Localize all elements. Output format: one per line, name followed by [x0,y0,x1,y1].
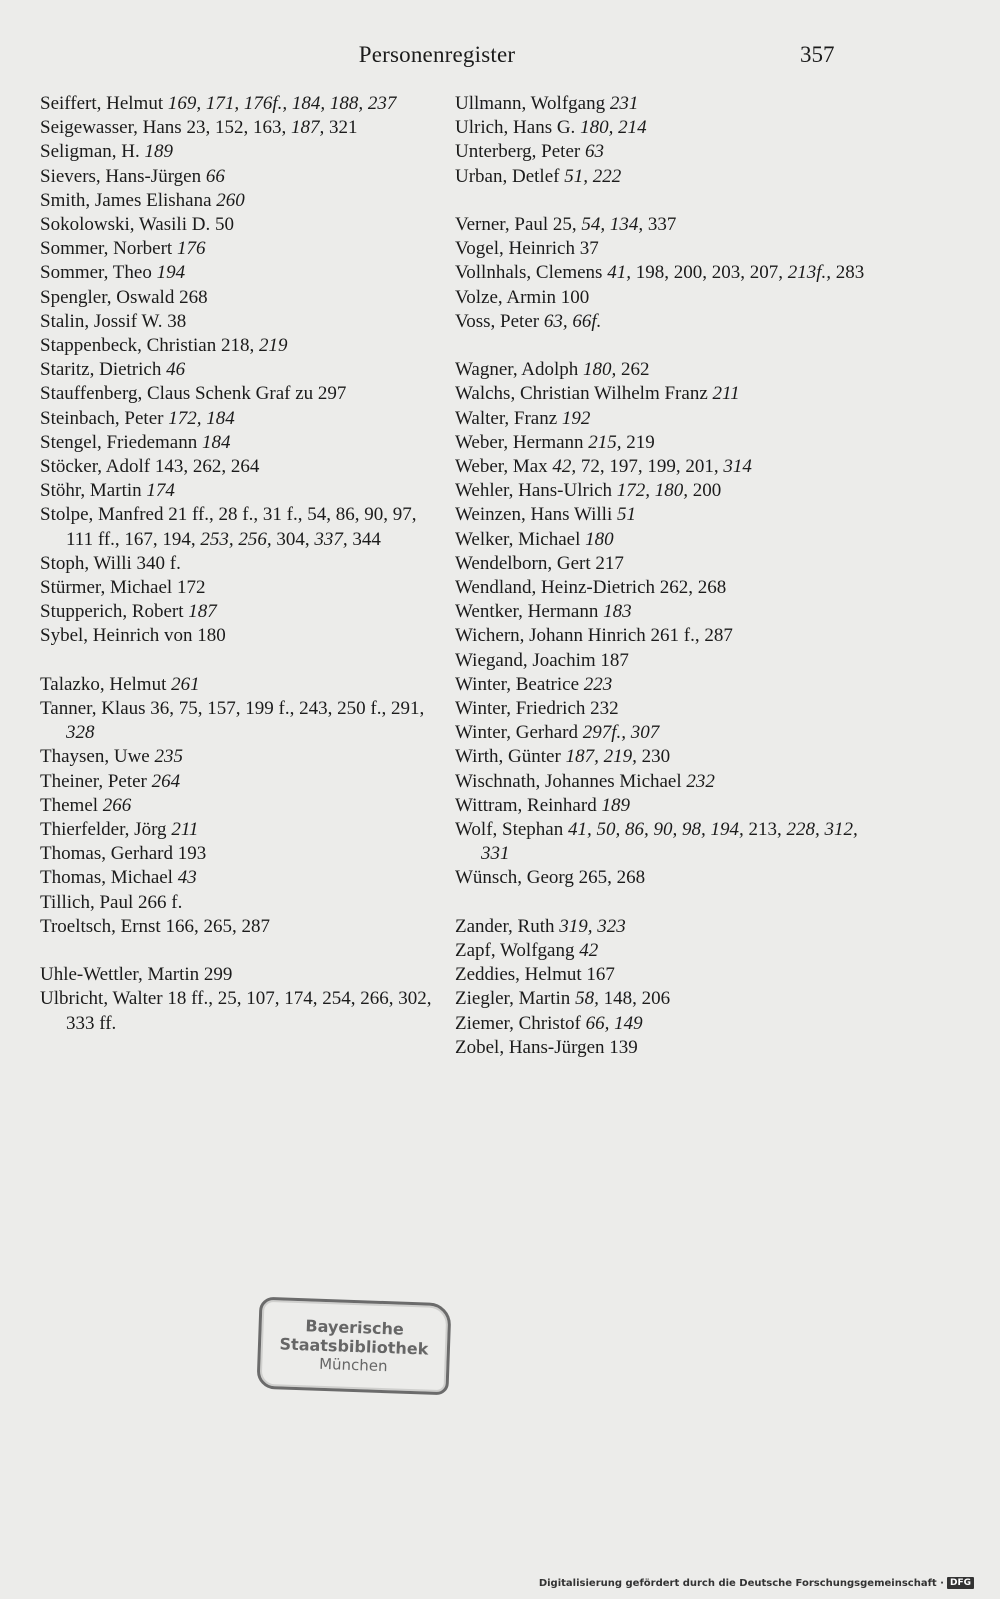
index-entry-pages: 187, 219, [565,746,637,768]
stamp-line-2: Staatsbibliothek [279,1333,429,1359]
index-entry-pages: 189 [601,794,630,816]
index-entry-pages: 264 [151,770,181,792]
index-entry-name: Urban, Detlef [455,165,565,187]
index-entry-pages: 265, 268 [578,867,646,889]
index-entry-name: Stöcker, Adolf [40,456,155,478]
letter-section-gap [40,649,440,673]
index-entry [455,794,875,818]
letter-section-gap [40,939,440,963]
index-entry [455,479,875,503]
letter-section-gap [455,891,875,915]
index-entry [455,310,875,334]
index-entry-pages: 194 [156,262,186,284]
index-entry-pages: 187, [290,117,325,139]
index-entry-pages: 51, 222 [564,165,622,187]
index-entry [40,334,440,358]
index-entry-name: Wittram, Reinhard [455,794,602,816]
index-entry [40,310,440,334]
index-entry-name: Winter, Gerhard [455,722,583,744]
index-entry-pages: 228, 312, 331 [481,819,858,865]
index-entry-name: Stürmer, Michael [40,577,177,599]
index-entry [40,431,440,455]
index-entry [455,237,875,261]
index-entry [40,745,440,769]
index-entry-name: Seiffert, Helmut [40,93,168,114]
index-entry-name: Weinzen, Hans Willi [455,504,617,526]
index-entry-name: Seligman, H. [40,141,145,163]
index-entry [455,673,875,697]
index-entry-name: Sommer, Norbert [40,238,177,260]
index-entry-pages: 166, 265, 287 [165,915,270,937]
index-entry-name: Theiner, Peter [40,770,152,792]
index-entry-name: Wichern, Johann Hinrich [455,625,651,647]
index-entry-pages: 337, [314,528,348,550]
index-entry [455,140,875,164]
index-entry-name: Wagner, Adolph [455,359,584,381]
index-entry-pages: 148, 206 [598,988,671,1010]
index-entry-pages: 180 [197,625,226,647]
index-entry-pages: 187 [600,649,629,671]
digitization-footer [539,1577,974,1589]
dfg-logo-icon: DFG [947,1577,974,1589]
index-entry-pages: 314 [723,456,752,478]
index-entry-pages: 232 [686,770,715,792]
index-entry [455,745,875,769]
index-entry-pages: 50 [214,214,234,236]
index-entry-pages: 189 [144,141,173,163]
index-entry [40,407,440,431]
index-entry-pages: 223 [583,673,613,695]
index-entry [40,189,440,213]
index-entry-name: Welker, Michael [455,528,586,550]
index-entry-pages: 344 [347,528,381,550]
index-entry-pages: 283 [830,262,865,284]
index-entry-pages: 63, 66f. [543,310,602,332]
index-entry-pages: 192 [561,407,591,429]
index-entry-name: Ziemer, Christof [455,1012,586,1034]
index-entry-name: Themel [40,794,103,816]
index-entry-pages: 261 [171,673,200,695]
index-entry [455,939,875,963]
index-column-left [40,92,440,1036]
index-entry-pages: 337 [643,214,677,235]
index-entry-name: Zander, Ruth [455,915,560,937]
index-entry-name: Wirth, Günter [455,746,566,768]
index-entry-pages: 200 [688,480,722,502]
index-entry-pages: 297f., 307 [582,722,660,744]
index-entry-pages: 172 [176,577,206,599]
index-entry-name: Spengler, Oswald [40,286,180,308]
index-entry-name: Wünsch, Georg [455,867,579,889]
index-entry-pages: 218, [221,335,259,357]
index-entry-name: Ziegler, Martin [455,988,576,1010]
index-entry-name: Smith, James Elishana [40,189,217,211]
index-entry [455,382,875,406]
index-entry-pages: 232 [590,698,619,720]
index-entry-pages: 42, [552,456,577,478]
index-entry-name: Wendelborn, Gert [455,552,596,574]
index-entry-pages: 297 [317,383,347,405]
index-entry [40,140,440,164]
index-entry-name: Winter, Beatrice [455,673,584,695]
index-entry-pages: 180, 214 [580,117,647,139]
index-entry [455,915,875,939]
index-entry-pages: 172, 180, [616,480,689,502]
index-entry-pages: 340 f. [136,552,181,574]
index-entry [455,407,875,431]
index-entry [40,600,440,624]
index-entry [40,237,440,261]
index-entry-pages: 66 [205,165,225,187]
index-entry-pages: 213f., [787,262,831,284]
index-entry [40,697,440,745]
index-entry-pages: 219 [621,431,655,453]
index-entry-pages: 261 f., 287 [650,625,733,647]
index-entry [455,116,875,140]
library-stamp [256,1297,451,1396]
index-entry-name: Stalin, Jossif W. [40,310,168,332]
index-entry-name: Zeddies, Helmut [455,964,587,986]
index-entry [455,987,875,1011]
index-entry-pages: 328 [66,722,95,744]
footer-text: Digitalisierung gefördert durch die Deutsche Forschungsgemeinschaft · [538,1577,944,1589]
index-entry [40,673,440,697]
index-entry [40,770,440,794]
index-entry-name: Wehler, Hans-Ulrich [455,480,617,502]
index-entry-name: Vogel, Heinrich [455,238,580,260]
index-entry-name: Uhle-Wettler, Martin [40,964,204,986]
index-entry [455,358,875,382]
index-entry [455,286,875,310]
index-entry-name: Stappenbeck, Christian [40,335,221,357]
index-entry [455,528,875,552]
letter-section-gap [455,189,875,213]
index-entry [40,382,440,406]
index-entry [40,842,440,866]
index-entry-name: Tanner, Klaus [40,698,151,720]
index-entry-pages: 46 [166,359,186,381]
index-entry-name: Tillich, Paul [40,891,139,913]
index-entry-pages: 217 [595,552,624,574]
index-entry-name: Staritz, Dietrich [40,359,167,381]
index-entry [40,866,440,890]
index-entry-pages: 172, 184 [168,407,235,429]
index-entry [455,697,875,721]
index-entry-name: Stolpe, Manfred [40,504,169,526]
index-entry-name: Talazko, Helmut [40,673,172,695]
index-entry-pages: 198, 200, 203, 207, [630,262,788,284]
index-entry [40,794,440,818]
index-entry-name: Winter, Friedrich [455,698,591,720]
index-entry-name: Verner, Paul [455,214,553,235]
index-entry [40,503,440,551]
index-entry [40,818,440,842]
index-entry [40,358,440,382]
index-entry-name: Sievers, Hans-Jürgen [40,165,206,187]
index-entry [40,987,440,1035]
index-entry-pages: 235 [154,746,183,768]
index-entry-name: Sybel, Heinrich von [40,625,198,647]
index-entry [455,552,875,576]
index-entry-name: Ulbricht, Walter [40,988,168,1010]
index-entry-name: Unterberg, Peter [455,141,585,163]
index-entry-pages: 260 [216,189,245,211]
index-entry [40,261,440,285]
index-entry-pages: 66, 149 [585,1012,643,1034]
index-entry [455,503,875,527]
page-number: 357 [800,42,835,67]
index-entry [455,455,875,479]
index-entry [455,866,875,890]
index-entry-name: Ullmann, Wolfgang [455,93,610,114]
index-entry-name: Ulrich, Hans G. [455,117,581,139]
index-entry [455,165,875,189]
index-entry-pages: 253, 256, [200,528,272,550]
index-entry-name: Sokolowski, Wasili D. [40,214,215,236]
index-entry-pages: 167 [586,964,615,986]
index-entry-pages: 36, 75, 157, 199 f., 243, 250 f., 291, [150,698,425,720]
index-entry [455,261,875,285]
index-entry-pages: 187 [188,601,217,623]
index-entry-pages: 174 [146,480,175,502]
index-entry-pages: 72, 197, 199, 201, [576,456,724,478]
index-entry-pages: 58, [575,988,599,1010]
index-entry-pages: 37 [579,238,599,260]
index-entry-pages: 219 [259,335,288,357]
index-entry-pages: 169, 171, 176f., 184, 188, 237 [167,93,397,114]
index-entry-pages: 100 [560,286,590,308]
index-entry [455,624,875,648]
index-entry [40,624,440,648]
index-entry-name: Wendland, Heinz-Dietrich [455,577,660,599]
index-entry-name: Volze, Armin [455,286,561,308]
index-entry [455,721,875,745]
index-entry-name: Stengel, Friedemann [40,431,202,453]
index-entry-pages: 319, 323 [559,915,626,937]
index-entry-pages: 18 ff., 25, 107, 174, 254, 266, 302, 333 ff. [66,988,432,1034]
index-entry-name: Steinbach, Peter [40,407,169,429]
index-entry-pages: 193 [177,843,207,865]
index-entry-name: Voss, Peter [455,310,544,332]
index-entry-pages: 268 [179,286,208,308]
index-entry-name: Thomas, Michael [40,867,178,889]
index-entry-pages: 211 [171,819,199,841]
index-entry-pages: 180, [583,359,617,381]
index-entry-pages: 262, 268 [659,577,727,599]
index-entry-name: Wolf, Stephan [455,819,568,841]
index-entry [455,963,875,987]
index-entry-name: Sommer, Theo [40,262,157,284]
index-entry-pages: 184 [202,431,231,453]
index-column-right [455,92,875,1060]
page-title: Personenregister [358,42,516,67]
index-entry-pages: 262 [616,359,650,381]
index-entry [455,1036,875,1060]
index-entry-pages: 38 [167,310,187,332]
index-entry-pages: 213, [743,819,787,841]
index-entry-name: Stupperich, Robert [40,601,189,623]
index-entry [455,431,875,455]
index-entry [40,891,440,915]
index-entry-pages: 266 [102,794,132,816]
index-entry [455,92,875,116]
index-entry-pages: 304, [271,528,315,550]
index-entry-pages: 231 [609,93,639,114]
index-entry-pages: 143, 262, 264 [154,456,260,478]
index-entry-pages: 299 [203,964,233,986]
index-entry-pages: 23, 152, 163, [186,117,291,139]
index-entry-pages: 230 [636,746,671,768]
index-entry-name: Weber, Hermann [455,431,589,453]
index-entry [40,286,440,310]
index-entry-pages: 215, [588,431,622,453]
stamp-line-1: Bayerische [305,1315,405,1339]
index-entry-name: Seigewasser, Hans [40,117,187,139]
index-entry-pages: 43 [177,867,197,889]
index-entry-pages: 41, [607,262,631,284]
index-entry [455,649,875,673]
index-entry-name: Walchs, Christian Wilhelm Franz [455,383,713,405]
index-entry-pages: 25, [552,214,582,235]
index-entry-name: Vollnhals, Clemens [455,262,608,284]
index-entry-pages: 54, 134, [581,214,644,235]
index-entry-pages: 180 [585,528,614,550]
index-entry-name: Weber, Max [455,456,553,478]
index-entry [40,576,440,600]
index-entry-pages: 51 [616,504,636,526]
index-entry [40,92,440,116]
index-entry [40,165,440,189]
index-entry-name: Walter, Franz [455,407,562,429]
index-entry [40,455,440,479]
index-entry-name: Wischnath, Johannes Michael [455,770,687,792]
index-entry-pages: 211 [712,383,740,405]
index-entry-name: Zapf, Wolfgang [455,940,580,962]
index-entry [40,963,440,987]
index-entry-name: Stauffenberg, Claus Schenk Graf zu [40,383,318,405]
index-entry-pages: 266 f. [138,891,183,913]
index-entry [455,213,875,237]
index-entry-name: Thomas, Gerhard [40,843,178,865]
index-entry [455,770,875,794]
index-entry-name: Thaysen, Uwe [40,746,155,768]
index-entry [40,116,440,140]
index-entry-pages: 42 [579,940,599,962]
index-entry [455,600,875,624]
index-entry-name: Stoph, Willi [40,552,137,574]
index-entry-name: Wentker, Hermann [455,601,604,623]
index-entry [455,576,875,600]
index-entry-name: Thierfelder, Jörg [40,819,172,841]
index-entry-pages: 176 [176,238,206,260]
index-entry [455,1012,875,1036]
index-entry-pages: 63 [584,141,604,163]
index-entry [455,818,875,866]
index-entry [40,552,440,576]
index-entry [40,213,440,237]
index-entry-pages: 139 [609,1036,638,1058]
index-entry-name: Stöhr, Martin [40,480,147,502]
index-entry-pages: 21 ff., 28 f., 31 f., 54, 86, 90, 97, 111 ff., 167, 194, [66,504,417,550]
letter-section-gap [455,334,875,358]
index-entry [40,915,440,939]
stamp-line-3: München [318,1354,388,1375]
index-entry-pages: 41, 50, 86, 90, 98, 194, [567,819,744,841]
index-entry-name: Troeltsch, Ernst [40,915,166,937]
index-entry-name: Zobel, Hans-Jürgen [455,1036,610,1058]
index-entry-pages: 183 [603,601,632,623]
index-entry-name: Wiegand, Joachim [455,649,601,671]
index-entry-pages: 321 [324,117,358,139]
index-entry [40,479,440,503]
